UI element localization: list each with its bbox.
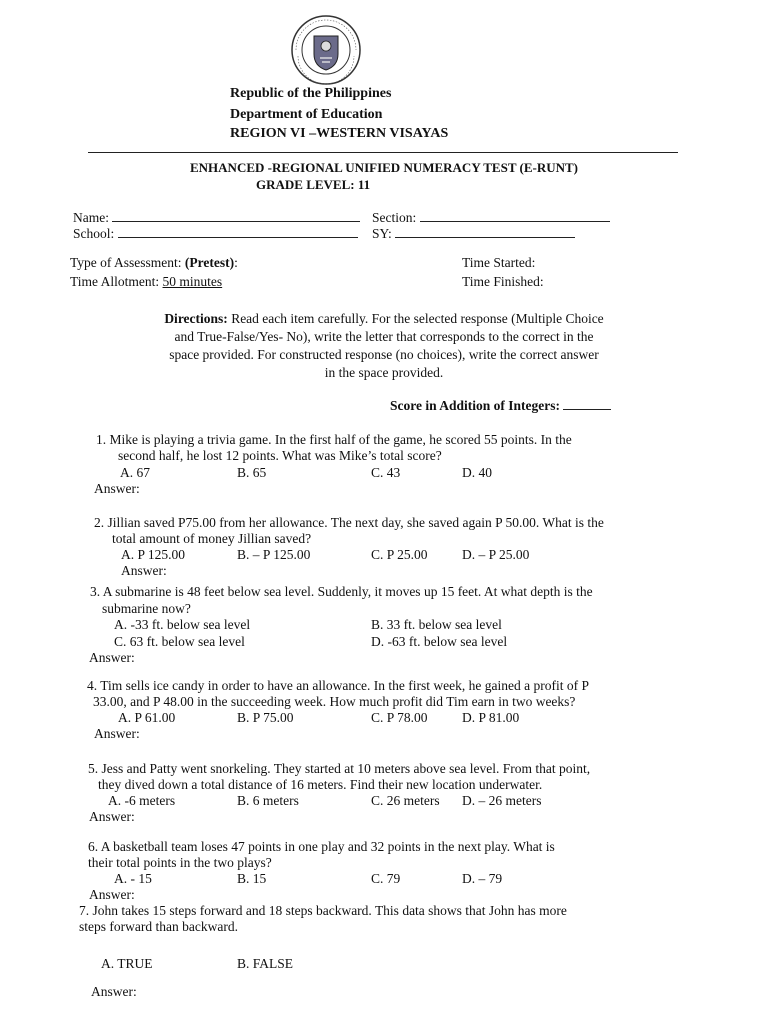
- directions-line-4: in the space provided.: [324, 365, 444, 380]
- choice-7a: A. TRUE: [101, 956, 153, 971]
- question-6-text: 6. A basketball team loses 47 points in one play and 32 points in the next play. What is: [88, 839, 555, 854]
- question-2-text: 2. Jillian saved P75.00 from her allowance. The next day, she saved again P 50.00. What is the: [94, 515, 604, 530]
- choice-1d: D. 40: [462, 465, 492, 480]
- question-2-text-cont: total amount of money Jillian saved?: [112, 531, 312, 546]
- time-finished: Time Finished:: [462, 274, 544, 289]
- choice-4a: A. P 61.00: [118, 710, 176, 725]
- header-region: REGION VI –WESTERN VISAYAS: [230, 126, 449, 141]
- score-label: Score in Addition of Integers:: [390, 398, 561, 413]
- question-4-text: 4. Tim sells ice candy in order to have an allowance. In the first week, he gained a profit of P: [87, 678, 589, 693]
- choice-2c: C. P 25.00: [371, 547, 428, 562]
- choice-6b: B. 15: [237, 871, 267, 886]
- question-7-text: 7. John takes 15 steps forward and 18 steps backward. This data shows that John has more: [79, 903, 567, 918]
- question-6-text-cont: their total points in the two plays?: [88, 855, 272, 870]
- assessment-type: [70, 255, 238, 271]
- header-department: Department of Education: [230, 107, 383, 122]
- choice-3d: D. -63 ft. below sea level: [371, 634, 508, 649]
- section-blank: [420, 210, 610, 222]
- choice-4c: C. P 78.00: [371, 710, 428, 725]
- answer-4-label: Answer:: [94, 726, 140, 741]
- directions-label: Directions:: [164, 311, 228, 326]
- assessment-value: (Pretest): [184, 255, 235, 270]
- choice-6d: D. – 79: [462, 871, 503, 886]
- question-5-text-cont: they dived down a total distance of 16 meters. Find their new location underwater.: [98, 777, 543, 792]
- answer-3-label: Answer:: [89, 650, 135, 665]
- choice-7b: B. FALSE: [237, 956, 294, 971]
- sy-field: [372, 226, 575, 242]
- choice-2a: A. P 125.00: [121, 547, 186, 562]
- time-allotment: [70, 274, 222, 290]
- school-field: [73, 226, 358, 242]
- name-field: [73, 210, 360, 226]
- choice-1c: C. 43: [371, 465, 401, 480]
- answer-2-label: Answer:: [121, 563, 167, 578]
- test-title: ENHANCED -REGIONAL UNIFIED NUMERACY TEST (E-RUNT): [190, 160, 578, 175]
- assessment-label: Type of Assessment:: [70, 255, 182, 270]
- answer-5-label: Answer:: [89, 809, 135, 824]
- section-field: [372, 210, 610, 226]
- choice-2d: D. – P 25.00: [462, 547, 530, 562]
- question-5-text: 5. Jess and Patty went snorkeling. They started at 10 meters above sea level. From that point,: [88, 761, 591, 776]
- question-4-text-cont: 33.00, and P 48.00 in the succeeding week. How much profit did Tim earn in two weeks?: [93, 694, 576, 709]
- school-blank: [118, 226, 358, 238]
- question-1-text-cont: second half, he lost 12 points. What was Mike’s total score?: [118, 448, 442, 463]
- question-1-text: 1. Mike is playing a trivia game. In the first half of the game, he scored 55 points. In the: [96, 432, 572, 447]
- assessment-colon: :: [234, 255, 238, 270]
- choice-4d: D. P 81.00: [462, 710, 520, 725]
- choice-5c: C. 26 meters: [371, 793, 440, 808]
- choice-3b: B. 33 ft. below sea level: [371, 617, 502, 632]
- directions-line-3: space provided. For constructed response (no choices), write the correct answer: [169, 347, 599, 362]
- choice-4b: B. P 75.00: [237, 710, 294, 725]
- allotment-label: Time Allotment:: [70, 274, 160, 289]
- name-blank: [112, 210, 360, 222]
- choice-6a: A. - 15: [114, 871, 152, 886]
- question-7-text-cont: steps forward than backward.: [79, 919, 238, 934]
- allotment-value: 50 minutes: [162, 274, 223, 289]
- grade-level: GRADE LEVEL: 11: [256, 177, 371, 192]
- answer-1-label: Answer:: [94, 481, 140, 496]
- directions-block: [60, 310, 708, 382]
- question-3-text-cont: submarine now?: [102, 601, 191, 616]
- choice-5b: B. 6 meters: [237, 793, 299, 808]
- choice-5a: A. -6 meters: [108, 793, 176, 808]
- choice-1b: B. 65: [237, 465, 267, 480]
- choice-2b: B. – P 125.00: [237, 547, 311, 562]
- question-3-text: 3. A submarine is 48 feet below sea level. Suddenly, it moves up 15 feet. At what depth is the: [90, 584, 593, 599]
- sy-label: SY:: [372, 226, 392, 241]
- choice-3c: C. 63 ft. below sea level: [114, 634, 245, 649]
- directions-line-2: and True-False/Yes- No), write the letter that corresponds to the correct in the: [174, 329, 594, 344]
- score-field: [390, 398, 611, 414]
- sy-blank: [395, 226, 575, 238]
- choice-3a: A. -33 ft. below sea level: [114, 617, 251, 632]
- score-blank: [563, 398, 611, 410]
- name-label: Name:: [73, 210, 109, 225]
- directions-line-1: Read each item carefully. For the selected response (Multiple Choice: [231, 311, 604, 326]
- answer-7-label: Answer:: [91, 984, 137, 999]
- header-divider: [88, 152, 678, 153]
- choice-6c: C. 79: [371, 871, 401, 886]
- answer-6-label: Answer:: [89, 887, 135, 902]
- header-republic: Republic of the Philippines: [230, 86, 392, 101]
- deped-seal-logo: [290, 14, 362, 86]
- time-started: Time Started:: [462, 255, 536, 270]
- choice-1a: A. 67: [120, 465, 150, 480]
- choice-5d: D. – 26 meters: [462, 793, 542, 808]
- school-label: School:: [73, 226, 115, 241]
- section-label: Section:: [372, 210, 417, 225]
